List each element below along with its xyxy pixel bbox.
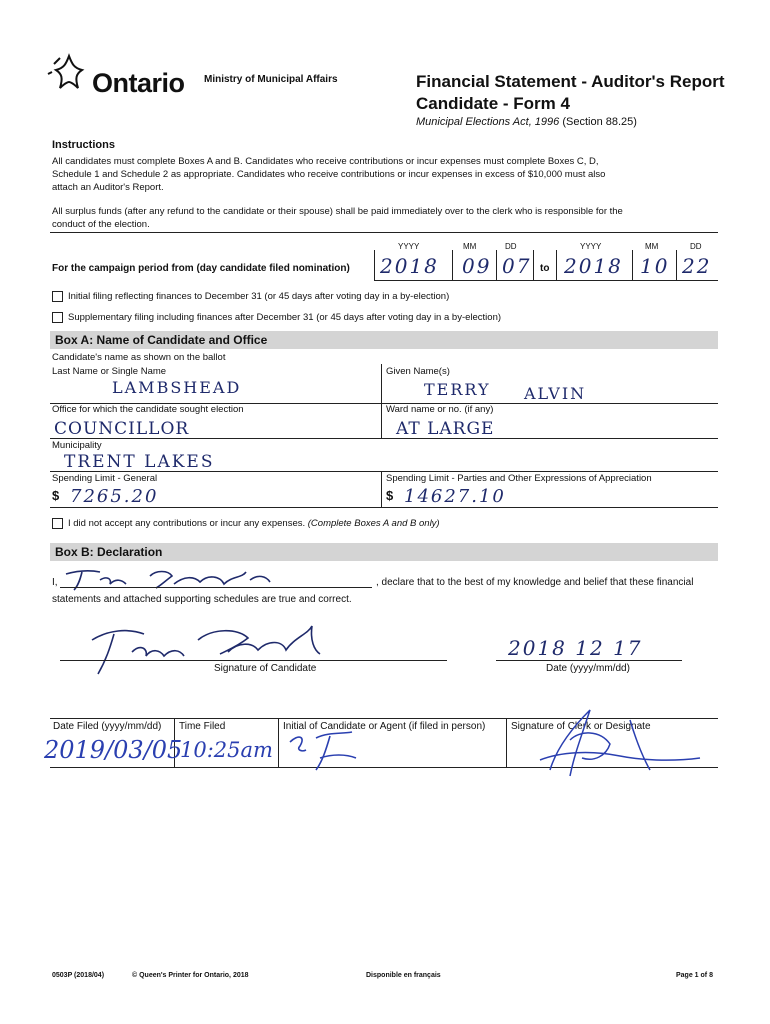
- spending-general-dollar: $: [52, 488, 60, 503]
- time-filed-label: Time Filed: [179, 721, 226, 732]
- no-contributions-label: I did not accept any contributions or incur any expenses. (Complete Boxes A and B only): [68, 518, 440, 529]
- declaration-i: I,: [52, 577, 58, 588]
- period-to: to: [540, 263, 550, 274]
- box-b-title: Box B: Declaration: [50, 543, 718, 561]
- office-value[interactable]: COUNCILLOR: [54, 419, 190, 439]
- clerk-signature: [510, 700, 710, 780]
- from-yyyy[interactable]: 2018: [380, 254, 439, 278]
- trillium-icon: [46, 52, 92, 98]
- to-mm[interactable]: 10: [640, 254, 670, 278]
- instructions-text: All candidates must complete Boxes A and B. Candidates who receive contributions or incur expenses must complete Boxes C, D, Schedule 1 and Schedule 2 as appropriate. Candidates who receive contributions or incur expenses in excess of $10,000 must also attach an Auditor's Report.: [52, 156, 606, 193]
- supplementary-filing-label: Supplementary filing including finances after December 31 (or 45 days after voting day in a by-election): [68, 312, 502, 323]
- date-filed-value[interactable]: 2019/03/05: [44, 736, 183, 764]
- no-contributions-checkbox[interactable]: [52, 518, 63, 529]
- initial-agent-label: Initial of Candidate or Agent (if filed in person): [283, 721, 486, 732]
- box-a-title: Box A: Name of Candidate and Office: [50, 331, 718, 349]
- candidate-signature-label: Signature of Candidate: [214, 663, 317, 674]
- period-label: For the campaign period from (day candidate filed nomination): [52, 263, 350, 274]
- given-name-label: Given Name(s): [386, 366, 450, 377]
- from-dd[interactable]: 07: [502, 254, 532, 278]
- declaration-text: , declare that to the best of my knowledge and belief that these financial: [376, 577, 694, 588]
- date-filed-label: Date Filed (yyyy/mm/dd): [53, 721, 162, 732]
- instructions-heading: Instructions: [52, 139, 115, 151]
- office-label: Office for which the candidate sought election: [52, 404, 244, 415]
- declaration-date-label: Date (yyyy/mm/dd): [546, 663, 630, 674]
- declaration-text-2: statements and attached supporting schedules are true and correct.: [52, 594, 352, 605]
- form-number: 0503P (2018/04): [52, 972, 105, 979]
- period-mm-header: MM: [463, 242, 477, 251]
- last-name-label: Last Name or Single Name: [52, 366, 167, 377]
- ontario-logo: [46, 52, 196, 102]
- ward-label: Ward name or no. (if any): [386, 404, 494, 415]
- spending-parties-dollar: $: [386, 488, 394, 503]
- agent-initial: [286, 728, 376, 774]
- to-yyyy[interactable]: 2018: [564, 254, 623, 278]
- period-yyyy-header: YYYY: [398, 242, 420, 251]
- logo-text: Ontario: [92, 68, 185, 98]
- form-subtitle: Candidate - Form 4: [416, 94, 570, 113]
- divider: [50, 232, 718, 233]
- period-dd-header: DD: [505, 242, 517, 251]
- to-dd[interactable]: 22: [682, 254, 712, 278]
- form-title: Financial Statement - Auditor's Report: [416, 72, 725, 91]
- spending-general-label: Spending Limit - General: [52, 473, 158, 484]
- municipality-label: Municipality: [52, 440, 102, 451]
- initial-filing-label: Initial filing reflecting finances to December 31 (or 45 days after voting day in a by-election): [68, 291, 450, 302]
- surplus-text: All surplus funds (after any refund to the candidate or their spouse) shall be paid immediately over to the clerk who is responsible for the conduct of the election.: [52, 206, 623, 230]
- act-reference: Municipal Elections Act, 1996 (Section 88.25): [416, 116, 637, 128]
- supplementary-filing-checkbox[interactable]: [52, 312, 63, 323]
- page-number: Page 1 of 8: [676, 972, 713, 979]
- last-name-value[interactable]: LAMBSHEAD: [112, 378, 242, 397]
- spending-parties-label: Spending Limit - Parties and Other Expressions of Appreciation: [386, 473, 652, 484]
- given-name-value-1[interactable]: TERRY: [424, 380, 491, 399]
- given-name-value-2[interactable]: ALVIN: [524, 384, 587, 403]
- ward-value[interactable]: AT LARGE: [396, 419, 495, 439]
- period-yyyy-header-2: YYYY: [580, 242, 602, 251]
- declaration-date-value[interactable]: 2018 12 17: [508, 636, 643, 660]
- copyright: © Queen's Printer for Ontario, 2018: [132, 972, 249, 979]
- french-availability: Disponible en français: [366, 972, 441, 979]
- spending-parties-value[interactable]: 14627.10: [404, 486, 506, 507]
- period-dd-header-2: DD: [690, 242, 702, 251]
- candidate-name-handwritten: [60, 566, 290, 592]
- period-mm-header-2: MM: [645, 242, 659, 251]
- from-mm[interactable]: 09: [462, 254, 492, 278]
- initial-filing-checkbox[interactable]: [52, 291, 63, 302]
- spending-general-value[interactable]: 7265.20: [70, 486, 159, 507]
- municipality-value[interactable]: TRENT LAKES: [64, 452, 215, 472]
- clerk-signature-label: Signature of Clerk or Designate: [511, 721, 651, 732]
- name-as-shown-label: Candidate's name as shown on the ballot: [52, 352, 226, 363]
- time-filed-value[interactable]: 10:25am: [180, 738, 273, 762]
- ministry-name: Ministry of Municipal Affairs: [204, 74, 338, 85]
